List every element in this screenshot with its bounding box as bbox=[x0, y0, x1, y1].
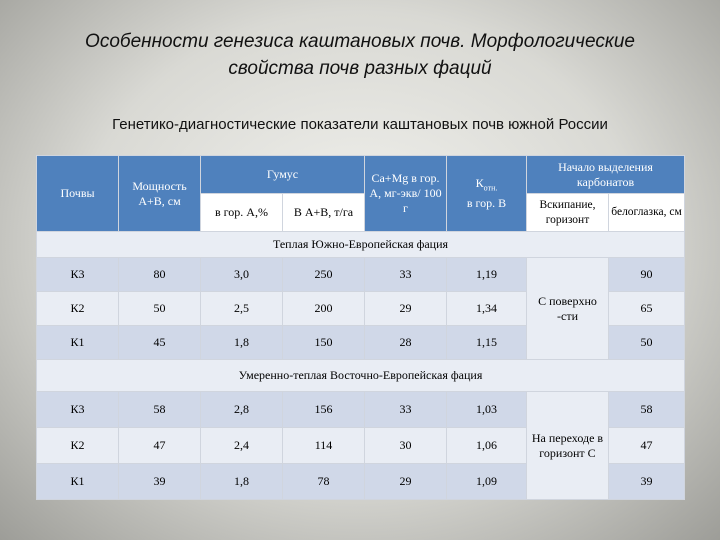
cell-humus-ab: 114 bbox=[283, 428, 365, 464]
table-row bbox=[37, 258, 685, 292]
header-k-sub: отн. bbox=[483, 183, 498, 193]
table-caption: Генетико-диагностические показатели каштановых почв южной России bbox=[112, 116, 608, 133]
header-humus: Гумус bbox=[201, 156, 365, 194]
cell-thickness: 50 bbox=[119, 292, 201, 326]
header-soils: Почвы bbox=[37, 156, 119, 232]
cell-humus-ab: 200 bbox=[283, 292, 365, 326]
cell-camg: 33 bbox=[365, 258, 447, 292]
cell-soil: К1 bbox=[37, 326, 119, 360]
header-camg: Ca+Mg в гор. А, мг-экв/ 100 г bbox=[365, 156, 447, 232]
facies-row bbox=[37, 360, 685, 392]
cell-k: 1,03 bbox=[447, 392, 527, 428]
header-humus-a: в гор. А,% bbox=[201, 194, 283, 232]
soil-properties-table bbox=[36, 155, 685, 500]
header-eyes: белоглазка, см bbox=[609, 194, 685, 232]
cell-carbonate-note: С поверхно -сти bbox=[527, 258, 609, 360]
facies-title: Теплая Южно-Европейская фация bbox=[37, 232, 685, 258]
cell-humus-ab: 150 bbox=[283, 326, 365, 360]
cell-thickness: 47 bbox=[119, 428, 201, 464]
cell-thickness: 58 bbox=[119, 392, 201, 428]
cell-eyes: 90 bbox=[609, 258, 685, 292]
cell-humus-a: 1,8 bbox=[201, 464, 283, 500]
cell-soil: К2 bbox=[37, 428, 119, 464]
cell-humus-a: 1,8 bbox=[201, 326, 283, 360]
cell-thickness: 80 bbox=[119, 258, 201, 292]
cell-k: 1,06 bbox=[447, 428, 527, 464]
header-boil: Вскипание, горизонт bbox=[527, 194, 609, 232]
cell-humus-ab: 78 bbox=[283, 464, 365, 500]
cell-humus-a: 2,5 bbox=[201, 292, 283, 326]
facies-row bbox=[37, 232, 685, 258]
header-thickness: Мощность А+В, см bbox=[119, 156, 201, 232]
cell-eyes: 50 bbox=[609, 326, 685, 360]
cell-humus-ab: 156 bbox=[283, 392, 365, 428]
cell-humus-ab: 250 bbox=[283, 258, 365, 292]
cell-thickness: 39 bbox=[119, 464, 201, 500]
cell-k: 1,15 bbox=[447, 326, 527, 360]
cell-eyes: 39 bbox=[609, 464, 685, 500]
header-humus-ab: В А+В, т/га bbox=[283, 194, 365, 232]
cell-camg: 29 bbox=[365, 292, 447, 326]
cell-camg: 33 bbox=[365, 392, 447, 428]
cell-humus-a: 2,4 bbox=[201, 428, 283, 464]
cell-soil: К1 bbox=[37, 464, 119, 500]
cell-thickness: 45 bbox=[119, 326, 201, 360]
cell-camg: 28 bbox=[365, 326, 447, 360]
cell-humus-a: 3,0 bbox=[201, 258, 283, 292]
header-k bbox=[447, 156, 527, 232]
cell-k: 1,19 bbox=[447, 258, 527, 292]
cell-k: 1,09 bbox=[447, 464, 527, 500]
facies-title: Умеренно-теплая Восточно-Европейская фация bbox=[37, 360, 685, 392]
header-k-suffix: в гор. В bbox=[466, 195, 507, 210]
cell-camg: 29 bbox=[365, 464, 447, 500]
title-line-2: свойства почв разных фаций bbox=[228, 58, 492, 79]
table-row bbox=[37, 392, 685, 428]
cell-soil: К3 bbox=[37, 258, 119, 292]
cell-carbonate-note: На переходе в горизонт С bbox=[527, 392, 609, 500]
cell-soil: К2 bbox=[37, 292, 119, 326]
cell-eyes: 58 bbox=[609, 392, 685, 428]
header-k-main: К bbox=[475, 176, 484, 191]
header-row-1 bbox=[37, 156, 685, 194]
cell-eyes: 65 bbox=[609, 292, 685, 326]
cell-humus-a: 2,8 bbox=[201, 392, 283, 428]
cell-eyes: 47 bbox=[609, 428, 685, 464]
header-carbonates: Начало выделения карбонатов bbox=[527, 156, 685, 194]
slide-title bbox=[40, 28, 680, 82]
cell-soil: К3 bbox=[37, 392, 119, 428]
title-line-1: Особенности генезиса каштановых почв. Морфологические bbox=[85, 31, 635, 52]
cell-camg: 30 bbox=[365, 428, 447, 464]
cell-k: 1,34 bbox=[447, 292, 527, 326]
